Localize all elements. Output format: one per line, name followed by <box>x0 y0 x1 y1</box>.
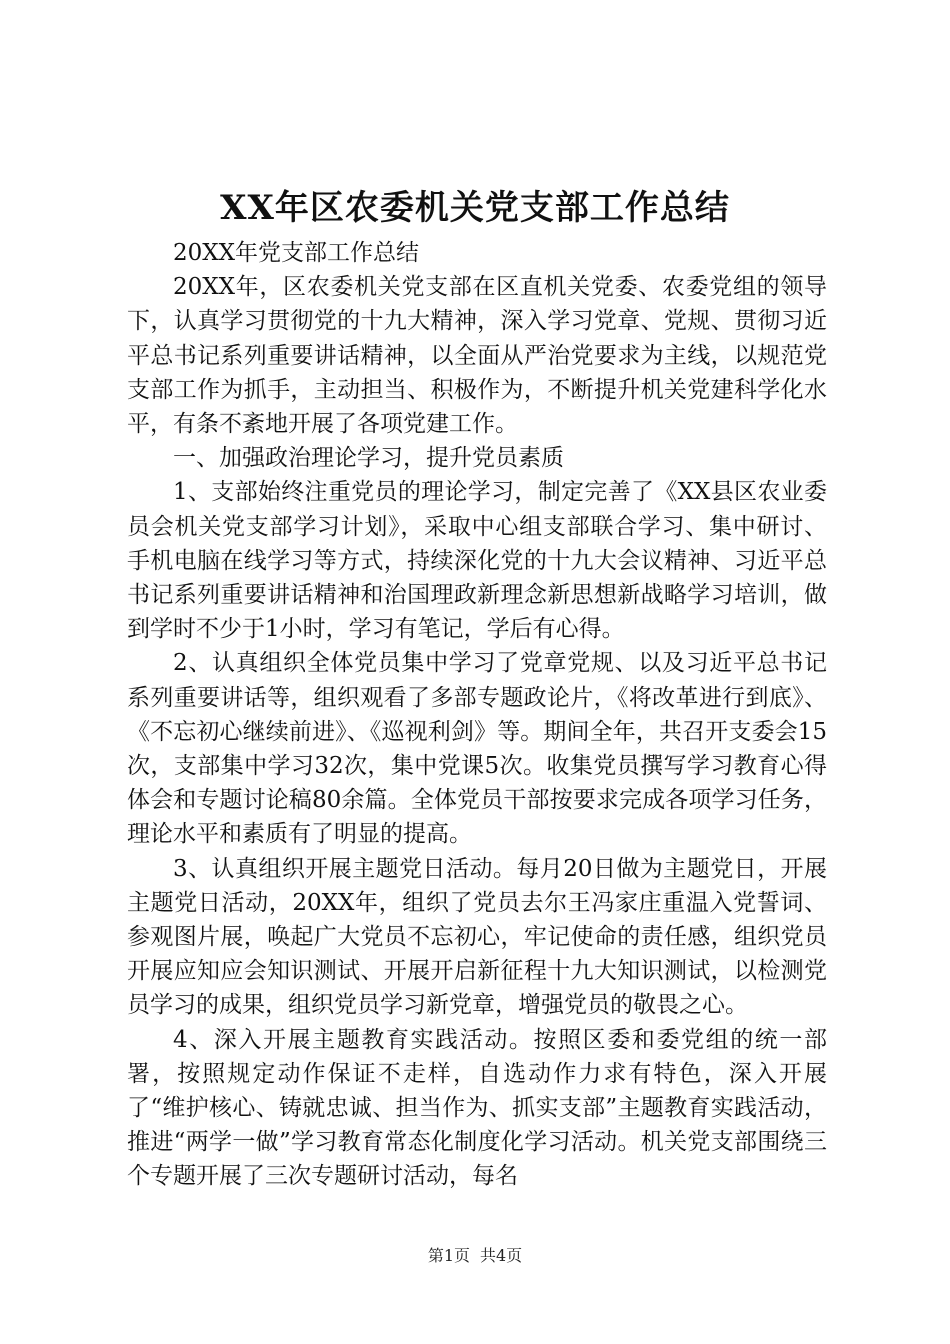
paragraph-item-4: 4、深入开展主题教育实践活动。按照区委和委党组的统一部署，按照规定动作保证不走样，自选动作力求有特色，深入开展了“维护核心、铸就忠诚、担当作为、抓实支部”主题教育实践活动，推进“两学一做”学习教育常态化制度化学习活动。机关党支部围绕三个专题开展了三次专题研讨活动，每名 <box>127 1026 827 1190</box>
document-body <box>127 236 827 1194</box>
page-number-total: 共4页 <box>480 1246 523 1265</box>
paragraph-item-1: 1、支部始终注重党员的理论学习，制定完善了《XX县区农业委员会机关党支部学习计划》，采取中心组支部联合学习、集中研讨、手机电脑在线学习等方式，持续深化党的十九大会议精神、习近平总书记系列重要讲话精神和治国理政新理念新思想新战略学习培训，做到学时不少于1小时，学习有笔记，学后有心得。 <box>127 479 827 643</box>
paragraph-intro: 20XX年，区农委机关党支部在区直机关党委、农委党组的领导下，认真学习贯彻党的十九大精神，深入学习党章、党规、贯彻习近平总书记系列重要讲话精神，以全面从严治党要求为主线，以规范党支部工作为抓手，主动担当、积极作为，不断提升机关党建科学化水平，有条不紊地开展了各项党建工作。 <box>127 274 827 438</box>
document-subtitle: 20XX年党支部工作总结 <box>173 240 420 266</box>
page-footer <box>0 1244 950 1268</box>
paragraph-item-2: 2、认真组织全体党员集中学习了党章党规、以及习近平总书记系列重要讲话等，组织观看了多部专题政论片，《将改革进行到底》、《不忘初心继续前进》、《巡视利剑》等。期间全年，共召开支委会15次，支部集中学习32次，集中党课5次。收集党员撰写学习教育心得体会和专题讨论稿80余篇。全体党员干部按要求完成各项学习任务，理论水平和素质有了明显的提高。 <box>127 650 827 848</box>
section-heading-1: 一、加强政治理论学习，提升党员素质 <box>173 445 564 472</box>
page-number-current: 第1页 <box>427 1246 470 1265</box>
paragraph-item-3: 3、认真组织开展主题党日活动。每月20日做为主题党日，开展主题党日活动，20XX年，组织了党员去尔王冯家庄重温入党誓词、参观图片展，唤起广大党员不忘初心，牢记使命的责任感，组织党员开展应知应会知识测试、开展开启新征程十九大知识测试，以检测党员学习的成果，组织党员学习新党章，增强党员的敬畏之心。 <box>127 855 827 1019</box>
document-title: XX年区农委机关党支部工作总结 <box>220 188 730 228</box>
